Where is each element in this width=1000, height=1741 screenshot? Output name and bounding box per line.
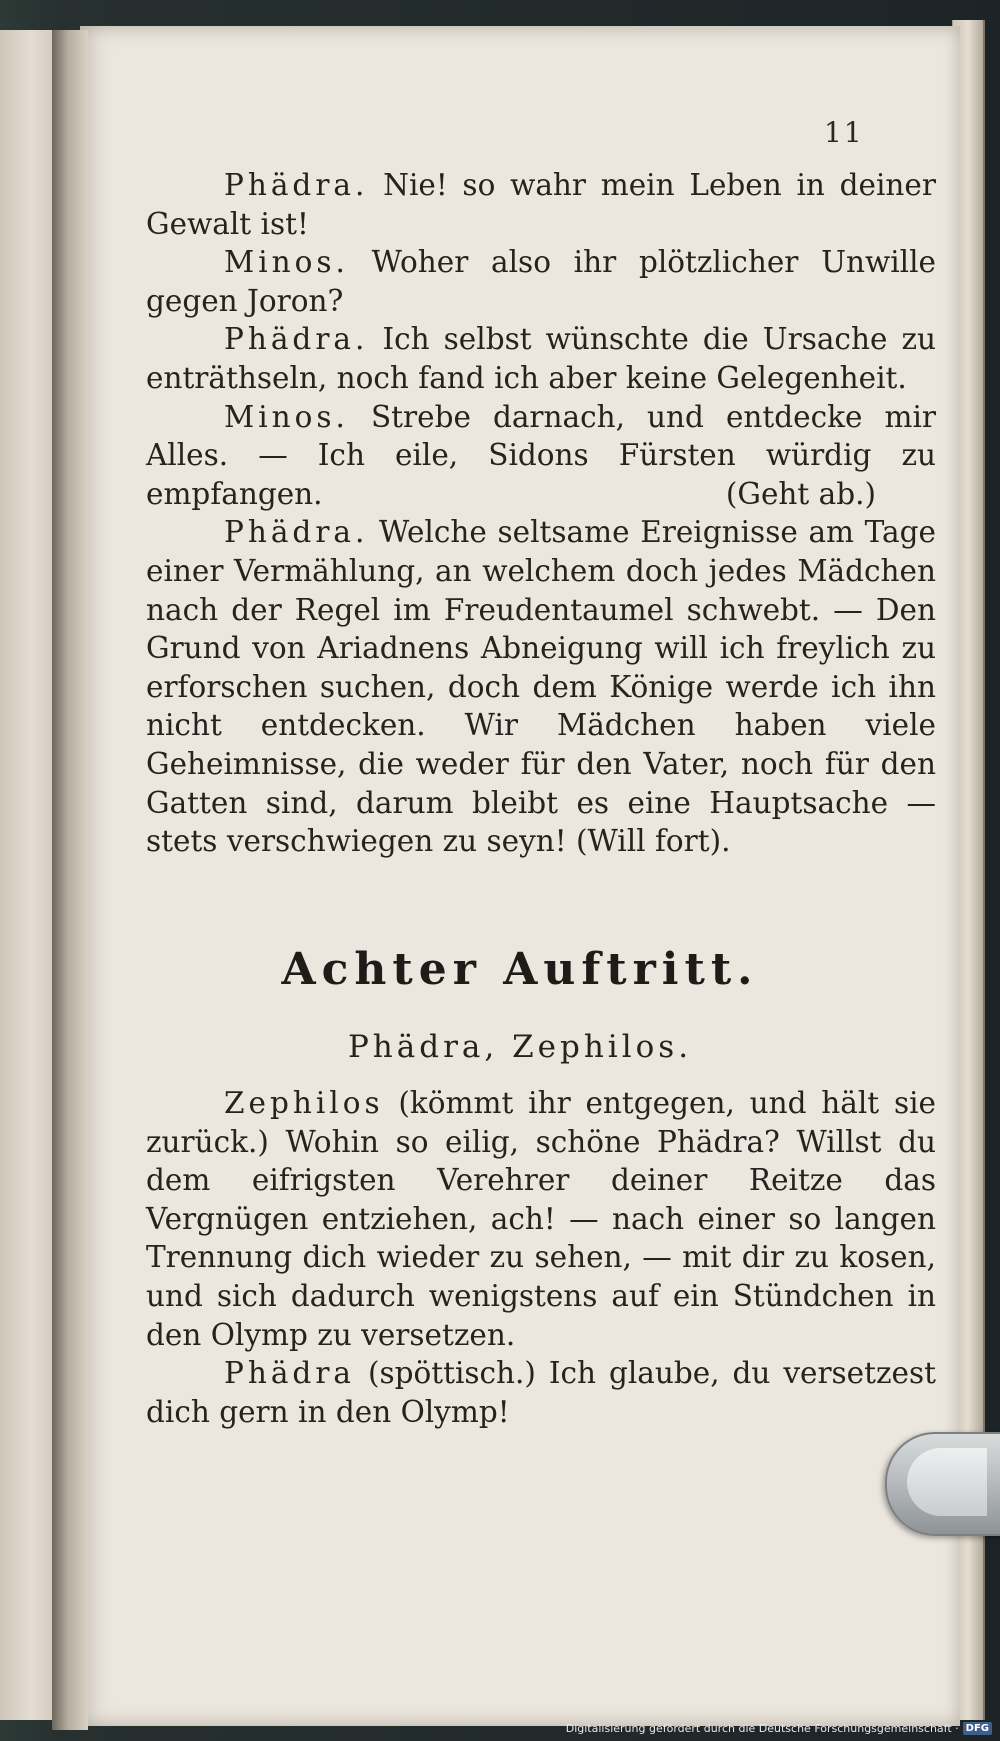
page-number: 11 xyxy=(824,116,864,149)
speaker-name: Minos. xyxy=(224,399,349,434)
scene-persons: Phädra, Zephilos. xyxy=(347,1029,693,1065)
paragraph xyxy=(146,1354,936,1431)
paragraph xyxy=(146,1084,936,1354)
book-page xyxy=(80,26,960,1726)
paragraph-text: (spöttisch.) Ich glaube, du versetzest dich gern in den Olymp! xyxy=(146,1356,936,1429)
paragraph xyxy=(146,398,936,514)
page-clip-highlight xyxy=(907,1448,987,1516)
paragraph xyxy=(146,166,936,243)
speaker-name: Zephilos xyxy=(224,1086,384,1120)
book-gutter xyxy=(52,30,88,1730)
stage-direction: (Geht ab.) xyxy=(725,476,876,511)
paragraph-text: Welche seltsame Ereignisse am Tage einer Vermählung, an welchem doch jedes Mädchen nach der Regel im Freudentaumel schwebt. — Den Grund von Ariadnens Abneigung will ich freylich zu erforschen suchen, doch dem Könige werde ich ihn nicht entdecken. Wir Mädchen haben viele Geheimnisse, die weder für den Vater, noch für den Gatten sind, darum bleibt es eine Hauptsache — stets verschwiegen zu seyn! (Will fort). xyxy=(146,515,936,859)
text-block-top xyxy=(146,166,936,861)
text-block-bottom xyxy=(146,1084,936,1431)
scene-heading: Achter Auftritt. xyxy=(281,944,759,995)
speaker-name: Minos. xyxy=(224,245,349,280)
footer-text: Digitalisierung gefördert durch die Deutsche Forschungsgemeinschaft · xyxy=(565,1722,959,1735)
speaker-name: Phädra. xyxy=(224,168,369,202)
paragraph-text: Nie! so wahr mein Leben in deiner Gewalt ist! xyxy=(146,168,936,241)
paragraph-text: Woher also ihr plötzlicher Unwille gegen Joron? xyxy=(146,245,936,318)
speaker-name: Phädra. xyxy=(224,515,369,550)
dfg-logo-icon: DFG xyxy=(963,1722,992,1735)
paragraph-text: (kömmt ihr entgegen, und hält sie zurück.) Wohin so eilig, schöne Phädra? Willst du dem eifrigsten Verehrer deiner Reitze das Vergnügen entziehen, ach! — nach einer so langen Trennung dich wieder zu sehen, — mit dir zu kosen, und sich dadurch wenigstens auf ein Stündchen in den Olymp zu versetzen. xyxy=(146,1086,936,1352)
speaker-name: Phädra. xyxy=(224,322,369,357)
paragraph xyxy=(146,243,936,320)
paragraph xyxy=(146,320,936,397)
page-clip xyxy=(885,1432,1000,1536)
paragraph xyxy=(146,513,936,860)
speaker-name: Phädra xyxy=(224,1356,356,1391)
paragraph-text: Ich selbst wünschte die Ursache zu enträthseln, noch fand ich aber keine Gelegenheit. xyxy=(146,322,936,395)
facing-page-edge xyxy=(0,30,54,1720)
digitization-footer xyxy=(566,1722,992,1735)
paragraph-text: Strebe darnach, und entdecke mir Alles. — Ich eile, Sidons Fürsten würdig zu empfangen. xyxy=(146,399,936,511)
